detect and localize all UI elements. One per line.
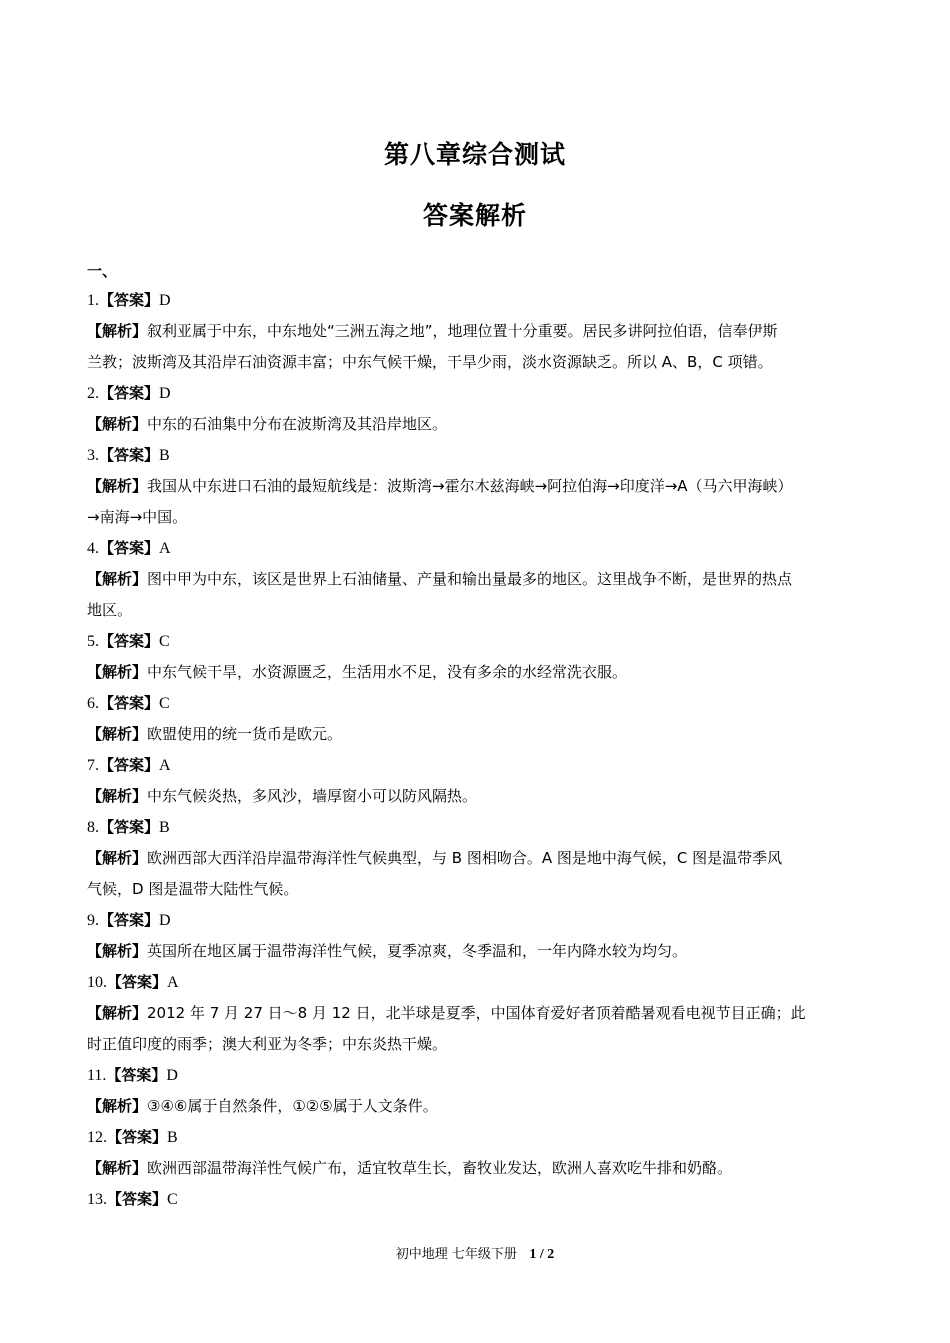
page-number: 1 / 2: [529, 1247, 555, 1262]
answer-value: C: [159, 695, 170, 712]
answer-tag: 【答案】: [106, 1066, 167, 1084]
answer-line: [87, 812, 832, 843]
question-number: 1.: [87, 292, 99, 309]
answer-tag: 【答案】: [99, 694, 160, 712]
explanation-line: [87, 657, 832, 688]
question-number: 11.: [87, 1067, 107, 1084]
answer-line: [87, 440, 832, 471]
question-number: 10.: [87, 974, 107, 991]
explanation-text: 欧盟使用的统一货币是欧元。: [147, 725, 343, 743]
answer-value: B: [159, 819, 170, 836]
explanation-line: [87, 1029, 832, 1060]
answer-value: D: [166, 1067, 178, 1084]
explanation-line: [87, 781, 832, 812]
answer-value: A: [159, 540, 171, 557]
answer-value: B: [159, 447, 170, 464]
explanation-text: 中东气候炎热，多风沙，墙厚窗小可以防风隔热。: [147, 787, 478, 805]
answer-tag: 【答案】: [107, 1128, 168, 1146]
question-number: 2.: [87, 385, 99, 402]
explanation-text: 欧洲西部大西洋沿岸温带海洋性气候典型，与 B 图相吻合。A 图是地中海气候，C 图是温带季风: [147, 849, 783, 867]
answer-tag: 【答案】: [99, 632, 160, 650]
answer-tag: 【答案】: [107, 973, 168, 991]
answer-line: [87, 1122, 832, 1153]
explanation-line: [87, 316, 832, 347]
question-number: 4.: [87, 540, 99, 557]
answer-value: D: [159, 292, 171, 309]
explanation-line: [87, 409, 832, 440]
page-footer: [0, 1243, 950, 1263]
explanation-line: [87, 998, 832, 1029]
explanation-tag: 【解析】: [87, 477, 148, 495]
question-number: 13.: [87, 1191, 107, 1208]
explanation-line: [87, 843, 832, 874]
explanation-tag: 【解析】: [87, 942, 148, 960]
explanation-text: →南海→中国。: [87, 508, 188, 526]
answer-value: C: [167, 1191, 178, 1208]
explanation-tag: 【解析】: [87, 1159, 148, 1177]
answer-tag: 【答案】: [99, 911, 160, 929]
explanation-line: [87, 719, 832, 750]
answer-tag: 【答案】: [99, 756, 160, 774]
explanation-text: 2012 年 7 月 27 日～8 月 12 日，北半球是夏季，中国体育爱好者顶着酷暑观看电视节目正确；此: [147, 1004, 806, 1022]
answer-tag: 【答案】: [99, 539, 160, 557]
explanation-line: [87, 347, 832, 378]
explanation-line: [87, 564, 832, 595]
answer-value: D: [159, 385, 171, 402]
answer-tag: 【答案】: [107, 1190, 168, 1208]
explanation-line: [87, 936, 832, 967]
page-subtitle: 答案解析: [422, 201, 527, 230]
answer-line: [87, 905, 832, 936]
answer-line: [87, 285, 832, 316]
question-number: 9.: [87, 912, 99, 929]
answer-value: D: [159, 912, 171, 929]
question-number: 3.: [87, 447, 99, 464]
explanation-tag: 【解析】: [87, 1097, 148, 1115]
answer-tag: 【答案】: [99, 818, 160, 836]
answer-value: A: [159, 757, 171, 774]
question-number: 7.: [87, 757, 99, 774]
answer-line: [87, 750, 832, 781]
explanation-text: 欧洲西部温带海洋性气候广布，适宜牧草生长，畜牧业发达，欧洲人喜欢吃牛排和奶酪。: [147, 1159, 733, 1177]
answer-line: [87, 1060, 832, 1091]
explanation-tag: 【解析】: [87, 663, 148, 681]
explanation-line: [87, 1153, 832, 1184]
explanation-line: [87, 595, 832, 626]
answer-tag: 【答案】: [99, 446, 160, 464]
explanation-text: 气候，D 图是温带大陆性气候。: [87, 880, 299, 898]
answer-line: [87, 1184, 832, 1215]
question-number: 5.: [87, 633, 99, 650]
explanation-text: 叙利亚属于中东，中东地处“三洲五海之地”，地理位置十分重要。居民多讲阿拉伯语，信奉伊斯: [147, 322, 778, 340]
explanation-tag: 【解析】: [87, 570, 148, 588]
explanation-text: ③④⑥属于自然条件，①②⑤属于人文条件。: [147, 1097, 438, 1115]
answer-value: C: [159, 633, 170, 650]
explanation-tag: 【解析】: [87, 787, 148, 805]
answer-value: A: [167, 974, 179, 991]
section-heading: 一、: [87, 262, 118, 280]
explanation-tag: 【解析】: [87, 1004, 148, 1022]
explanation-line: [87, 502, 832, 533]
answer-list: [87, 285, 832, 1215]
explanation-text: 中东气候干旱，水资源匮乏，生活用水不足，没有多余的水经常洗衣服。: [147, 663, 628, 681]
answer-tag: 【答案】: [99, 291, 160, 309]
explanation-line: [87, 471, 832, 502]
explanation-text: 地区。: [87, 601, 133, 619]
explanation-text: 兰教；波斯湾及其沿岸石油资源丰富；中东气候干燥，干旱少雨，淡水资源缺乏。所以 A、B，C 项错。: [87, 353, 773, 371]
answer-line: [87, 533, 832, 564]
explanation-line: [87, 874, 832, 905]
page-title: 第八章综合测试: [383, 140, 566, 169]
explanation-text: 图中甲为中东，该区是世界上石油储量、产量和输出量最多的地区。这里战争不断，是世界的热点: [147, 570, 793, 588]
explanation-tag: 【解析】: [87, 322, 148, 340]
answer-line: [87, 967, 832, 998]
explanation-tag: 【解析】: [87, 849, 148, 867]
explanation-text: 中东的石油集中分布在波斯湾及其沿岸地区。: [147, 415, 448, 433]
question-number: 8.: [87, 819, 99, 836]
answer-tag: 【答案】: [99, 384, 160, 402]
explanation-line: [87, 1091, 832, 1122]
question-number: 6.: [87, 695, 99, 712]
explanation-text: 我国从中东进口石油的最短航线是：波斯湾→霍尔木兹海峡→阿拉伯海→印度洋→A（马六甲海峡）: [147, 477, 793, 495]
answer-line: [87, 688, 832, 719]
explanation-tag: 【解析】: [87, 725, 148, 743]
answer-line: [87, 626, 832, 657]
explanation-text: 英国所在地区属于温带海洋性气候，夏季凉爽，冬季温和，一年内降水较为均匀。: [147, 942, 688, 960]
explanation-tag: 【解析】: [87, 415, 148, 433]
answer-line: [87, 378, 832, 409]
footer-label: 初中地理 七年级下册: [395, 1247, 517, 1262]
explanation-text: 时正值印度的雨季；澳大利亚为冬季；中东炎热干燥。: [87, 1035, 448, 1053]
question-number: 12.: [87, 1129, 107, 1146]
answer-value: B: [167, 1129, 178, 1146]
